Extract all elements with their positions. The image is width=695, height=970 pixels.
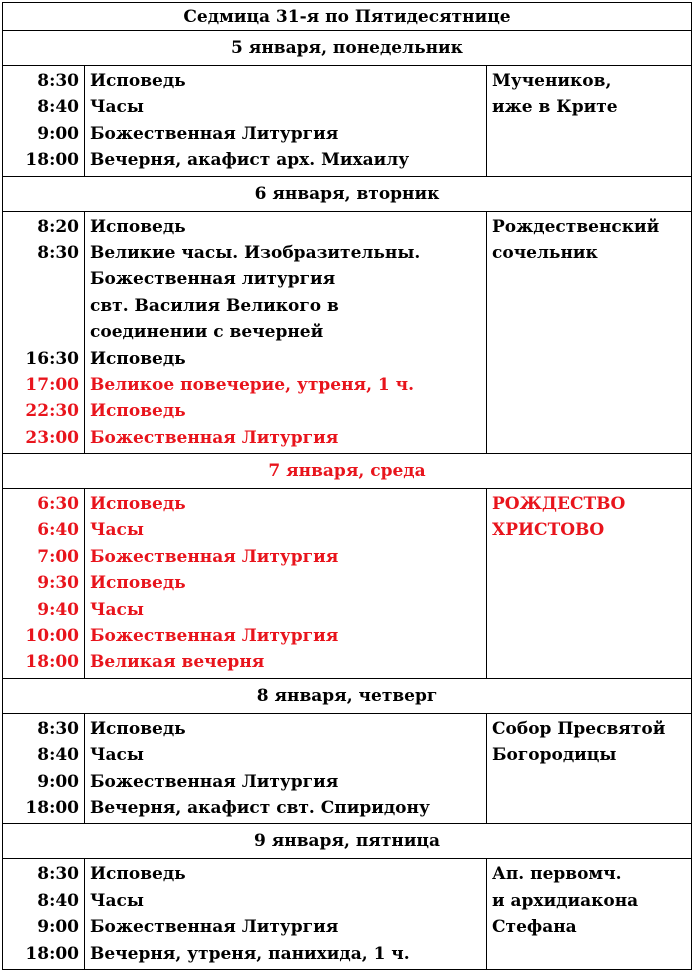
- services-cell: [85, 489, 487, 679]
- times-cell: [3, 211, 85, 454]
- times-cell: [3, 859, 85, 970]
- feast-name: Мучеников,: [492, 71, 612, 91]
- services-cell: [85, 859, 487, 970]
- day-schedule-row: [3, 66, 692, 177]
- services-cell: [85, 66, 487, 177]
- feast-name: Собор Пресвятой: [492, 718, 666, 739]
- service-time: 8:30: [37, 71, 79, 91]
- service-time: 9:00: [37, 123, 79, 144]
- week-title: Седмица 31-я по Пятидесятнице: [3, 3, 692, 31]
- feast-name: сочельник: [492, 242, 598, 263]
- feast-name: Ап. первомч.: [492, 864, 622, 885]
- service-name: Исповедь: [90, 401, 186, 422]
- service-name: Божественная Литургия: [90, 546, 339, 567]
- service-name: Исповедь: [90, 864, 186, 885]
- schedule-body: [3, 3, 692, 970]
- service-name: Часы: [90, 890, 144, 911]
- services-cell: [85, 211, 487, 454]
- service-time: 9:00: [37, 771, 79, 792]
- title-row: [3, 3, 692, 31]
- day-heading: 5 января, понедельник: [3, 31, 692, 66]
- feast-cell: [487, 859, 692, 970]
- day-heading: 7 января, среда: [3, 454, 692, 489]
- feast-cell: [487, 713, 692, 824]
- service-name: Великое повечерие, утреня, 1 ч.: [90, 374, 415, 395]
- day-heading-row: [3, 824, 692, 859]
- service-name: Великие часы. Изобразительны.: [90, 242, 421, 263]
- service-name: Часы: [90, 599, 144, 620]
- day-schedule-row: [3, 859, 692, 970]
- day-schedule-row: [3, 489, 692, 679]
- service-time: 6:40: [37, 520, 79, 541]
- service-time: 8:30: [37, 718, 79, 739]
- times-cell: [3, 713, 85, 824]
- feast-name: Богородицы: [492, 745, 617, 766]
- service-name: Исповедь: [90, 348, 186, 369]
- service-name: свт. Василия Великого в: [90, 295, 339, 316]
- service-time: 8:30: [37, 242, 79, 263]
- service-time: [3, 266, 79, 292]
- service-time: 17:00: [25, 374, 79, 395]
- times-cell: [3, 66, 85, 177]
- schedule-table: [2, 2, 692, 970]
- service-time: 18:00: [25, 652, 79, 673]
- service-name: Исповедь: [90, 216, 186, 237]
- day-heading-row: [3, 176, 692, 211]
- times-cell: [3, 489, 85, 679]
- service-time: 6:30: [37, 494, 79, 515]
- service-name: соединении с вечерней: [90, 322, 324, 343]
- feast-name: Стефана: [492, 917, 577, 938]
- service-name: Божественная Литургия: [90, 771, 339, 792]
- service-time: 8:20: [37, 216, 79, 237]
- service-time: 23:00: [25, 427, 79, 448]
- service-time: 8:30: [37, 864, 79, 885]
- service-time: 7:00: [37, 546, 79, 567]
- service-name: Божественная Литургия: [90, 123, 339, 144]
- day-heading: 8 января, четверг: [3, 678, 692, 713]
- service-time: 9:40: [37, 599, 79, 620]
- feast-cell: [487, 66, 692, 177]
- service-time: 18:00: [25, 797, 79, 818]
- feast-cell: [487, 211, 692, 454]
- service-time: 10:00: [25, 626, 79, 647]
- service-name: Часы: [90, 520, 144, 541]
- service-time: 8:40: [37, 890, 79, 911]
- service-time: 16:30: [25, 348, 79, 369]
- service-name: Божественная Литургия: [90, 626, 339, 647]
- service-name: Часы: [90, 97, 144, 118]
- service-name: Божественная Литургия: [90, 917, 339, 938]
- feast-name: РОЖДЕСТВО: [492, 494, 626, 515]
- service-name: Великая вечерня: [90, 652, 265, 673]
- service-name: Часы: [90, 745, 144, 766]
- day-heading-row: [3, 31, 692, 66]
- feast-name: Рождественский: [492, 216, 660, 237]
- feast-name: ХРИСТОВО: [492, 520, 605, 541]
- service-time: 18:00: [25, 150, 79, 171]
- service-name: Исповедь: [90, 71, 186, 91]
- day-heading-row: [3, 678, 692, 713]
- service-time: 9:30: [37, 573, 79, 594]
- day-heading: 6 января, вторник: [3, 176, 692, 211]
- service-time: [3, 319, 79, 345]
- service-name: Вечерня, утреня, панихида, 1 ч.: [90, 943, 410, 964]
- service-time: 18:00: [25, 943, 79, 964]
- service-name: Исповедь: [90, 718, 186, 739]
- service-name: Божественная Литургия: [90, 427, 339, 448]
- service-name: Божественная литургия: [90, 269, 336, 290]
- service-name: Исповедь: [90, 494, 186, 515]
- services-cell: [85, 713, 487, 824]
- feast-name: и архидиакона: [492, 890, 639, 911]
- service-name: Вечерня, акафист арх. Михаилу: [90, 150, 410, 171]
- service-time: 22:30: [25, 401, 79, 422]
- service-name: Вечерня, акафист свт. Спиридону: [90, 797, 430, 818]
- service-name: Исповедь: [90, 573, 186, 594]
- feast-name: иже в Крите: [492, 97, 618, 118]
- day-schedule-row: [3, 713, 692, 824]
- day-schedule-row: [3, 211, 692, 454]
- day-heading: 9 января, пятница: [3, 824, 692, 859]
- service-time: 8:40: [37, 745, 79, 766]
- feast-cell: [487, 489, 692, 679]
- day-heading-row: [3, 454, 692, 489]
- service-time: [3, 293, 79, 319]
- service-time: 9:00: [37, 917, 79, 938]
- service-time: 8:40: [37, 97, 79, 118]
